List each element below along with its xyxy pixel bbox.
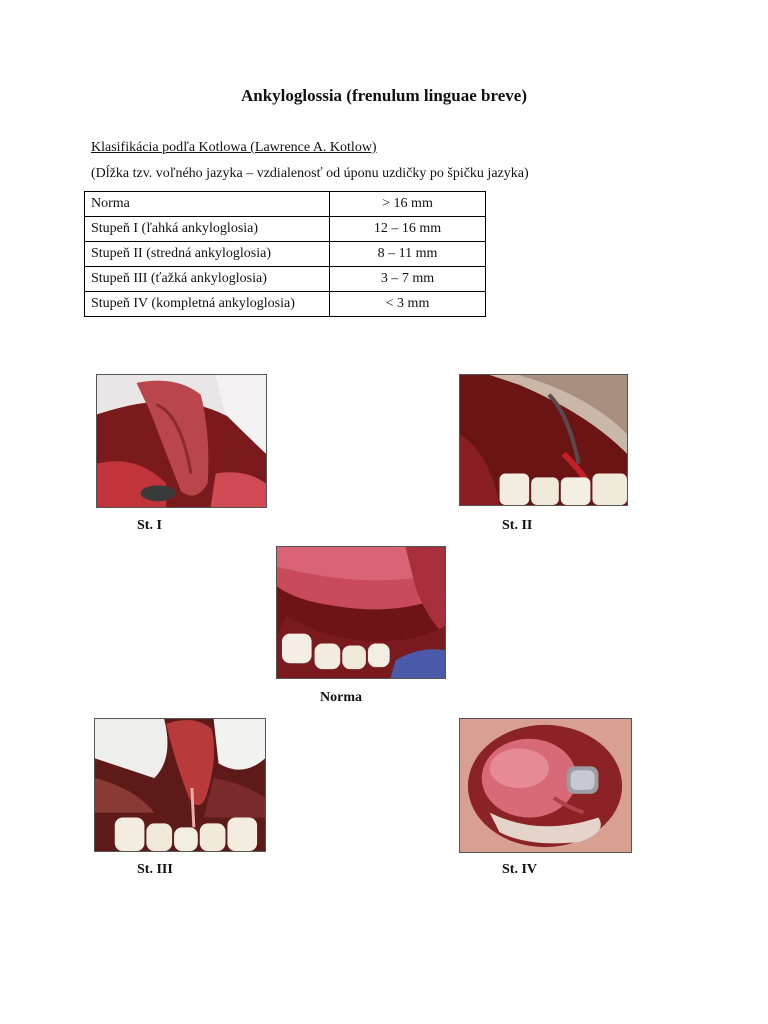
grade-value: 12 – 16 mm xyxy=(330,217,486,242)
caption-grade-3: St. III xyxy=(137,862,173,877)
classification-table xyxy=(84,191,486,317)
photo-grade-4 xyxy=(459,718,632,853)
caption-grade-2: St. II xyxy=(502,518,533,533)
photo-grade-4-image xyxy=(460,719,631,852)
page-title: Ankyloglossia (frenulum linguae breve) xyxy=(240,86,528,105)
photo-norma xyxy=(276,546,446,679)
grade-label: Norma xyxy=(85,192,330,217)
photo-grade-2-image xyxy=(460,375,627,505)
classification-heading: Klasifikácia podľa Kotlowa (Lawrence A. Kotlow) xyxy=(91,140,377,155)
photo-grade-2 xyxy=(459,374,628,506)
photo-grade-1-image xyxy=(97,375,266,507)
table-row xyxy=(85,192,486,217)
grade-label: Stupeň III (ťažká ankyloglosia) xyxy=(85,267,330,292)
photo-grade-1 xyxy=(96,374,267,508)
table-row xyxy=(85,267,486,292)
grade-value: 8 – 11 mm xyxy=(330,242,486,267)
table-row xyxy=(85,292,486,317)
photo-grade-3 xyxy=(94,718,266,852)
table-row xyxy=(85,242,486,267)
caption-grade-1: St. I xyxy=(137,518,162,533)
grade-label: Stupeň IV (kompletná ankyloglosia) xyxy=(85,292,330,317)
caption-grade-4: St. IV xyxy=(502,862,538,877)
grade-label: Stupeň II (stredná ankyloglosia) xyxy=(85,242,330,267)
table-row xyxy=(85,217,486,242)
grade-label: Stupeň I (ľahká ankyloglosia) xyxy=(85,217,330,242)
definition-note: (Dĺžka tzv. voľného jazyka – vzdialenosť od úponu uzdičky po špičku jazyka) xyxy=(91,166,529,181)
grade-value: 3 – 7 mm xyxy=(330,267,486,292)
grade-value: < 3 mm xyxy=(330,292,486,317)
photo-norma-image xyxy=(277,547,445,678)
photo-grade-3-image xyxy=(95,719,265,851)
caption-norma: Norma xyxy=(320,690,362,705)
grade-value: > 16 mm xyxy=(330,192,486,217)
